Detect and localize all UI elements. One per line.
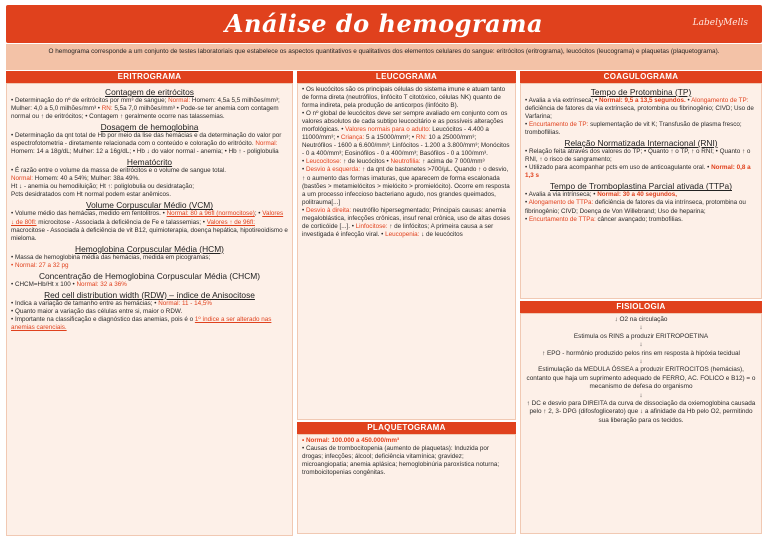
rdw-variation: • Quanto maior a variação das células entre si, maior o RDW. [11, 307, 183, 315]
intro-text: O hemograma corresponde a um conjunto de testes laboratoriais que estabelece os aspectos quantitativos e qualitativos dos elementos celulares do sangue: eritrócitos (eritrograma), leucócitos (leucograma) e plaquetas (plaquetograma). [6, 44, 762, 70]
hcm-title: Hemoglobina Corpuscular Média (HCM) [75, 243, 224, 254]
leucograma-normal-values: • O nº global de leucócitos deve ser sempre avaliado em conjunto com os valores absolutos de cada subtipo leucocitário e as possíveis alterações morfológicas. • Valores normais para o adulto: Leucócitos - 4.400 a 11000/mm³; • Criança: 5 a 15000/mm³; • RN: 10 a 25000/mm³; [302, 110, 508, 142]
leucograma-subtypes: Neutrófilos - 1600 a 6.600/mm³; Linfócitos - 1.200 a 3.800/mm³; Monócitos - 0 a 400/mm³; Eosinófilos - 0 a 400/mm³; Basófilos - 0 a 100/mm³. [302, 142, 510, 158]
ttpa-text: • Avalia a via intrínseca; • Normal: 30 a 40 segundos, [525, 191, 677, 199]
leucograma-heading: LEUCOGRAMA [297, 71, 516, 83]
fisiologia-line: ↑ DC e desvio para DIREITA da curva de dissociação da oxiemoglobina causada pelo ↑ 2, 3- DPG (difosfoglicerato) que ↓ a afinidade da Hb pelo O2, permitindo sua liberação para os tecidos. [526, 400, 756, 424]
hemoglobina-text: • Determinação da qnt total de Hb por meio da lise das hemácias e da determinação do valor por espectrofotometria - diretamente relacionada com o conteúdo e coloração do eritrócito. Normal: Homem: 14 a 18g/dL; Mulher: 12 a 16g/dL; • Hb ↓ do valor normal - anemia; • Hb ↑ - poliglobulia [11, 132, 282, 156]
fisiologia-arrow: ↓ [639, 358, 643, 366]
chcm-text: • CHCM=Hb/Ht x 100 • Normal: 32 a 36% [11, 280, 127, 288]
fisiologia-line: Estimula os RINS a produzir ERITROPOETINA [573, 332, 709, 340]
contagem-title: Contagem de eritrócitos [105, 87, 194, 97]
contagem-text: • Determinação do nº de eritrócitos por mm³ de sangue; Normal: Homem: 4,5a 5,5 milhões/mm³; Mulher: 4,0 a 5,0 milhões/mm³ • RN: 5,5a 7,0 milhões/mm³ • Pode-se ter anemia com contagem normal ou ↑ de eritrócitos; • Contagem ↑ geralmente ocorre nas talassemias. [11, 97, 280, 121]
fisiologia-line: ↑ EPO - hormônio produzido pelos rins em resposta à hipóxia tecidual [542, 349, 740, 357]
fisiologia-arrow: ↓ [639, 324, 643, 332]
eritrograma-column [6, 71, 293, 536]
leucograma-box [297, 83, 516, 420]
tp-title: Tempo de Protombina (TP) [590, 87, 692, 97]
hematocrito-variation: Ht ↓ - anemia ou hemodiluição; Ht ↑: poliglobulia ou desidratação; [11, 183, 195, 191]
hematocrito-normal: Normal: Homem: 40 a 54%; Mulher: 38a 49%. [11, 175, 140, 183]
fisiologia-line: Estimulação da MEDULA ÓSSEA a produzir ERITROCITOS (hemácias), contanto que haja um suprimento adequado de FERRO, AC. FOLICO e B12) = o mecanismo de defesa do organismo [526, 366, 756, 391]
hematocrito-text: • É razão entre o volume da massa de eritrócitos e o volume de sangue total. [11, 167, 227, 175]
rni-text: • Relação feita através dos valores do TP; • Quanto ↑ o TP, ↑ o RNI; • Quanto ↑ o RNI, ↑ o risco de sangramento; [525, 148, 751, 164]
plaquetograma-heading: PLAQUETOGRAMA [297, 422, 516, 434]
hematocrito-note: Pcts desidratados com Ht normal podem estar anêmicos. [11, 191, 171, 199]
rdw-importance: • Importante na classificação e diagnóstico das anemias, pois é o 1º índice a ser alterado nas anemias carenciais. [11, 315, 272, 331]
rdw-text: • Indica a variação de tamanho entre as hemácias; • Normal: 11 - 14,5% [11, 299, 213, 307]
coagulograma-heading: COAGULOGRAMA [520, 71, 762, 83]
fisiologia-line: ↓ O2 na circulação [614, 316, 668, 323]
hematocrito-title: Hematócrito [126, 157, 173, 168]
fisiologia-box [520, 313, 762, 534]
leucograma-intro: • Os leucócitos são os principais células do sistema imune e atuam tanto de forma direta (neutrófilos, linfócito T citotóxico, células NK) quanto de forma indireta, pela produção de anticorpos (linfócito B). [302, 86, 506, 110]
hemoglobina-title: Dosagem de hemoglobina [100, 122, 199, 133]
rdw-title: Red cell distribution width (RDW) – índice de Anisocitose [44, 289, 255, 300]
vcm-title: Volume Corpuscular Médio (VCM) [85, 200, 214, 211]
eritrograma-box [6, 83, 293, 536]
fisiologia-arrow: ↓ [639, 341, 643, 349]
fisiologia-heading: FISIOLOGIA [520, 301, 762, 313]
hcm-text: • Massa de hemoglobina média das hemácias, medida em picogramas; [11, 253, 211, 261]
page-title: Análise do hemograma [224, 9, 544, 38]
vcm-text: • Volume médio das hemácias, medido em fentolitros. • Normal: 80 a 96fl (normocitose); • Valores ↓ de 80fl: microcitose - Associada à deficiência de Fe e talassemias; • Valores ↑ de 96fl: macrocitose - Associada à deficiência de vit B12, quimioterapia, doença hepática, hipotireoidismo e mieloma. [11, 210, 288, 242]
plaquetograma-text: • Causas de trombocitopenia (aumento de plaquetas): Induzida por drogas; infecções; álcool; deficiência vitamínica; gravidez; microangiopatia; anemia aplásica; hemoglobinúria paroxística noturna; tromboicitopenias congênitas. [302, 445, 500, 477]
ttpa-title: Tempo de Tromboplastina Parcial ativada (TTPa) [549, 181, 732, 192]
eritrograma-heading: ERITROGRAMA [6, 71, 293, 83]
rni-title: Relação Normatizada Internacional (RNI) [564, 138, 718, 149]
hcm-normal: • Normal: 27 a 32 pg [11, 261, 69, 269]
leucograma-column [297, 71, 516, 534]
desvio-direita-text: • Desvio à direita: neutrófilo hipersegmentado; Principais causas: anemia megaloblástica, infecções crônicas, insuf renal crônica, uso de altas doses de corticóide [...]. • Linfocitose: ↑ de linfócitos; A primeira causa a ser investigada é infecção viral. • Leucopenia: ↓ de leucócitos [302, 206, 510, 238]
plaquetograma-box [297, 434, 516, 534]
ttpa-alongamento: • Alongamento de TTPa: deficiência de fatores da via intrínseca, protombina ou fibrinogênio; CIVD; Doença de Von Willebrand; Uso de heparina; [525, 199, 746, 215]
chcm-title: Concentração de Hemoglobina Corpuscular Média (CHCM) [38, 270, 261, 281]
rni-usage: • Utilizado para acompanhar pcts em uso de anticoagulante oral. • Normal: 0,8 a 1,3 s [525, 164, 751, 180]
tp-text: • Avalia a via extrínseca; • Normal: 9,5 a 13,5 segundos. • Alongamento de TP: deficiência de fatores da via extrínseca, protombina ou fibrinogênio; CIVD; Uso de Varfarina; [525, 97, 754, 121]
leucocitose-text: • Leucocitose: ↑ de leucócitos • Neutrofilia: ↑ acima de 7 000/mm³ [302, 158, 485, 166]
desvio-esquerda-text: • Desvio à esquerda: ↑ da qnt de bastonetes >700/µL. Quando ↑ o desvio, ↑ o aumento das formas imaturas, que aparecem de forma escalonada (bastões > metamielócitos > mielócito > promielócito). Ocorre em resposta a um processo infeccioso bacteriano agudo, nos grandes queimados, politrauma[...] [302, 166, 510, 206]
tp-encurtamento: • Encurtamento de TP: suplementação de vit K; Transfusão de plasma fresco; tromboflilias. [525, 121, 742, 137]
plaquetograma-normal: • Normal: 100.000 a 450.000/mm³ [302, 437, 400, 444]
coagulograma-column [520, 71, 762, 534]
coagulograma-box [520, 83, 762, 299]
title-banner [6, 5, 762, 43]
ttpa-encurtamento: • Encurtamento de TTPa: câncer avançado; trombofilias. [525, 215, 683, 223]
author-signature: LabelyMells [692, 18, 748, 28]
fisiologia-arrow: ↓ [639, 391, 643, 399]
